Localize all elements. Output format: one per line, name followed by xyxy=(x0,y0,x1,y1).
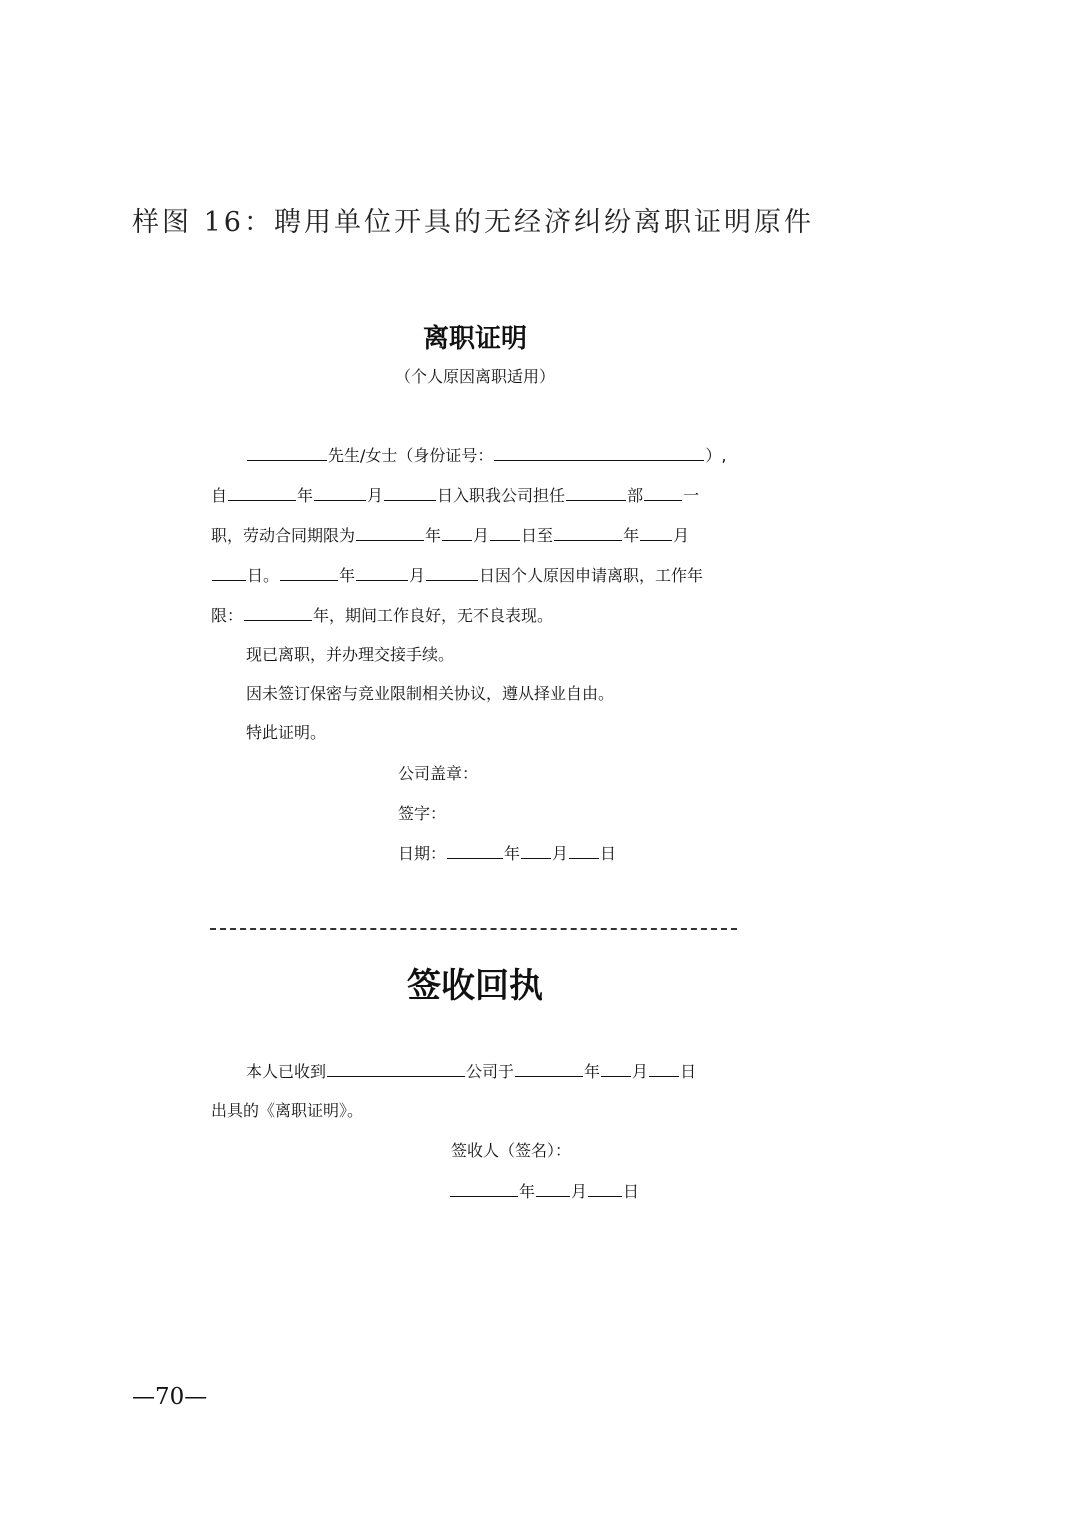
receipt-signer-label: 签收人（签名）： xyxy=(451,1141,572,1160)
day-blank xyxy=(426,564,478,581)
text: 日 xyxy=(600,844,617,863)
years-blank xyxy=(244,604,312,621)
month-blank xyxy=(521,842,551,859)
month-blank xyxy=(601,1060,631,1077)
text: 日 xyxy=(680,1062,697,1081)
month-blank xyxy=(442,524,472,541)
text: 职，劳动合同期限为 xyxy=(211,526,356,545)
certificate-subtitle: （个人原因离职适用） xyxy=(394,367,555,386)
year-blank xyxy=(450,1180,518,1197)
day-blank xyxy=(384,484,436,501)
text: 日因个人原因申请离职，工作年 xyxy=(479,566,704,585)
text: 月 xyxy=(571,1182,588,1201)
name-blank xyxy=(247,444,327,461)
day-blank xyxy=(569,842,599,859)
text: 年 xyxy=(504,844,521,863)
text: 限： xyxy=(211,606,244,625)
month-blank xyxy=(640,524,672,541)
certificate-line-non-compete: 因未签订保密与竞业限制相关协议，遵从择业自由。 xyxy=(246,684,615,703)
date-label: 日期： xyxy=(398,844,447,863)
text: 自 xyxy=(211,486,228,505)
text: 年 xyxy=(584,1062,601,1081)
text: 年 xyxy=(519,1182,536,1201)
text: 年 xyxy=(297,486,314,505)
certificate-line-name xyxy=(246,444,727,467)
year-blank xyxy=(356,524,424,541)
page-number: —70— xyxy=(132,1384,208,1410)
receipt-line-issued: 出具的《离职证明》。 xyxy=(211,1101,364,1120)
text: 日 xyxy=(623,1182,640,1201)
day-blank xyxy=(649,1060,679,1077)
company-seal-label: 公司盖章： xyxy=(398,764,479,783)
receipt-title: 签收回执 xyxy=(407,966,543,1006)
text: 部 xyxy=(627,486,644,505)
text: 年，期间工作良好，无不良表现。 xyxy=(313,606,554,625)
cut-line-separator xyxy=(210,928,737,930)
certificate-line-tenure xyxy=(211,604,553,627)
year-blank xyxy=(447,842,503,859)
certificate-line-resign-date xyxy=(211,564,703,587)
certificate-line-contract xyxy=(211,524,689,547)
text: 月 xyxy=(473,526,490,545)
year-blank xyxy=(228,484,296,501)
position-blank xyxy=(644,484,682,501)
department-blank xyxy=(566,484,626,501)
id-number-blank xyxy=(494,444,704,461)
certificate-line-hereby: 特此证明。 xyxy=(246,723,327,742)
year-blank xyxy=(280,564,338,581)
text: ）, xyxy=(705,446,727,465)
text: 年 xyxy=(425,526,442,545)
text: 公司于 xyxy=(466,1062,515,1081)
company-blank xyxy=(327,1060,465,1077)
certificate-date-line xyxy=(398,842,616,865)
text: 年 xyxy=(339,566,356,585)
signature-label: 签字： xyxy=(398,804,447,823)
text: 日至 xyxy=(521,526,554,545)
day-blank xyxy=(588,1180,622,1197)
receipt-line-received xyxy=(246,1060,696,1083)
text: 一 xyxy=(683,486,700,505)
day-blank xyxy=(490,524,520,541)
month-blank xyxy=(536,1180,570,1197)
text: 先生/女士（身份证号： xyxy=(328,446,494,465)
text: 月 xyxy=(367,486,384,505)
receipt-date-line xyxy=(449,1180,639,1203)
text: 日入职我公司担任 xyxy=(437,486,566,505)
day-blank xyxy=(212,564,246,581)
text: 月 xyxy=(632,1062,649,1081)
certificate-title: 离职证明 xyxy=(422,324,527,354)
text: 年 xyxy=(623,526,640,545)
month-blank xyxy=(356,564,408,581)
year-blank xyxy=(515,1060,583,1077)
text: 月 xyxy=(409,566,426,585)
text: 月 xyxy=(673,526,690,545)
text: 本人已收到 xyxy=(246,1062,327,1081)
certificate-line-entry xyxy=(211,484,699,507)
figure-caption: 样图 16：聘用单位开具的无经济纠纷离职证明原件 xyxy=(132,207,814,238)
certificate-line-handover: 现已离职，并办理交接手续。 xyxy=(246,645,455,664)
year-blank xyxy=(554,524,622,541)
month-blank xyxy=(314,484,366,501)
text: 日。 xyxy=(247,566,280,585)
text: 月 xyxy=(552,844,569,863)
